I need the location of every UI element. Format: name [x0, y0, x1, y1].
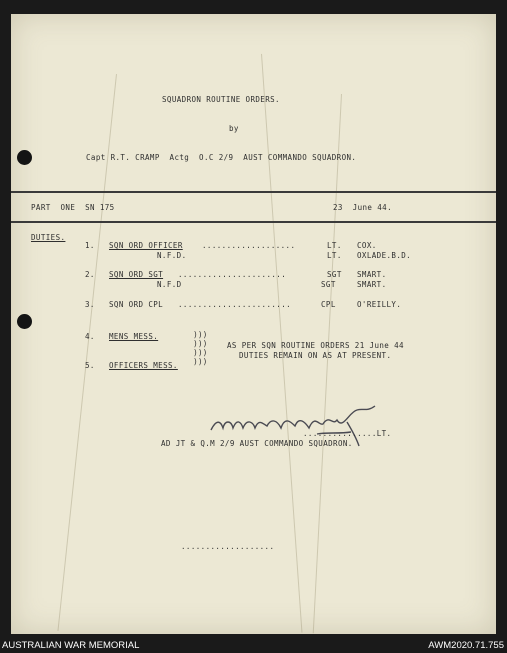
footer-accession-number: AWM2020.71.755 [428, 640, 504, 651]
adjutant-line: AD JT & Q.M 2/9 AUST COMMANDO SQUADRON. [161, 439, 353, 448]
top-rule [11, 191, 496, 193]
duty-label: SQN ORD OFFICER [109, 241, 183, 250]
duty-label: SQN ORD SGT [109, 270, 164, 279]
bottom-rule [11, 221, 496, 223]
paper-crease [313, 94, 342, 633]
duty-number: 1. [85, 241, 95, 250]
duty-sub-rank: LT. [327, 251, 342, 260]
duties-heading: DUTIES. [31, 233, 66, 242]
by-line: by [229, 124, 239, 133]
document-page [11, 14, 496, 634]
duty-leader: ...................... [178, 270, 287, 279]
end-of-orders-dots: ................... [181, 542, 275, 551]
duty-name: O'REILLY. [357, 300, 402, 309]
duty-name: COX. [357, 241, 377, 250]
part-number: PART ONE SN 175 [31, 203, 115, 212]
duty-sub-label: N.F.D [157, 280, 182, 289]
duty-rank: LT. [327, 241, 342, 250]
duty-sub-label: N.F.D. [157, 251, 187, 260]
mess-note-line-2: DUTIES REMAIN ON AS AT PRESENT. [239, 351, 392, 360]
duty-number: 3. [85, 300, 95, 309]
duty-sub-rank: SGT [321, 280, 336, 289]
duty-rank: SGT [327, 270, 342, 279]
duty-sub-name: SMART. [357, 280, 387, 289]
signature-line: ...............LT. [303, 429, 392, 438]
duty-rank: CPL [321, 300, 336, 309]
mess-label: MENS MESS. [109, 332, 159, 341]
document-title: SQUADRON ROUTINE ORDERS. [162, 95, 280, 104]
mess-number: 4. [85, 332, 95, 341]
duty-leader: ................... [202, 241, 296, 250]
duty-name: SMART. [357, 270, 387, 279]
duty-sub-name: OXLADE.B.D. [357, 251, 412, 260]
mess-note-line-1: AS PER SQN ROUTINE ORDERS 21 June 44 [227, 341, 404, 350]
duty-leader: ....................... [178, 300, 292, 309]
binder-hole [17, 150, 32, 165]
author-line: Capt R.T. CRAMP Actg O.C 2/9 AUST COMMANDO SQUADRON. [86, 153, 357, 162]
brace-marks: ))) ))) ))) ))) [193, 330, 208, 366]
binder-hole [17, 314, 32, 329]
footer-source: AUSTRALIAN WAR MEMORIAL [2, 640, 140, 651]
mess-number: 5. [85, 361, 95, 370]
order-date: 23 June 44. [333, 203, 392, 212]
duty-label: SQN ORD CPL [109, 300, 164, 309]
mess-label: OFFICERS MESS. [109, 361, 178, 370]
duty-number: 2. [85, 270, 95, 279]
